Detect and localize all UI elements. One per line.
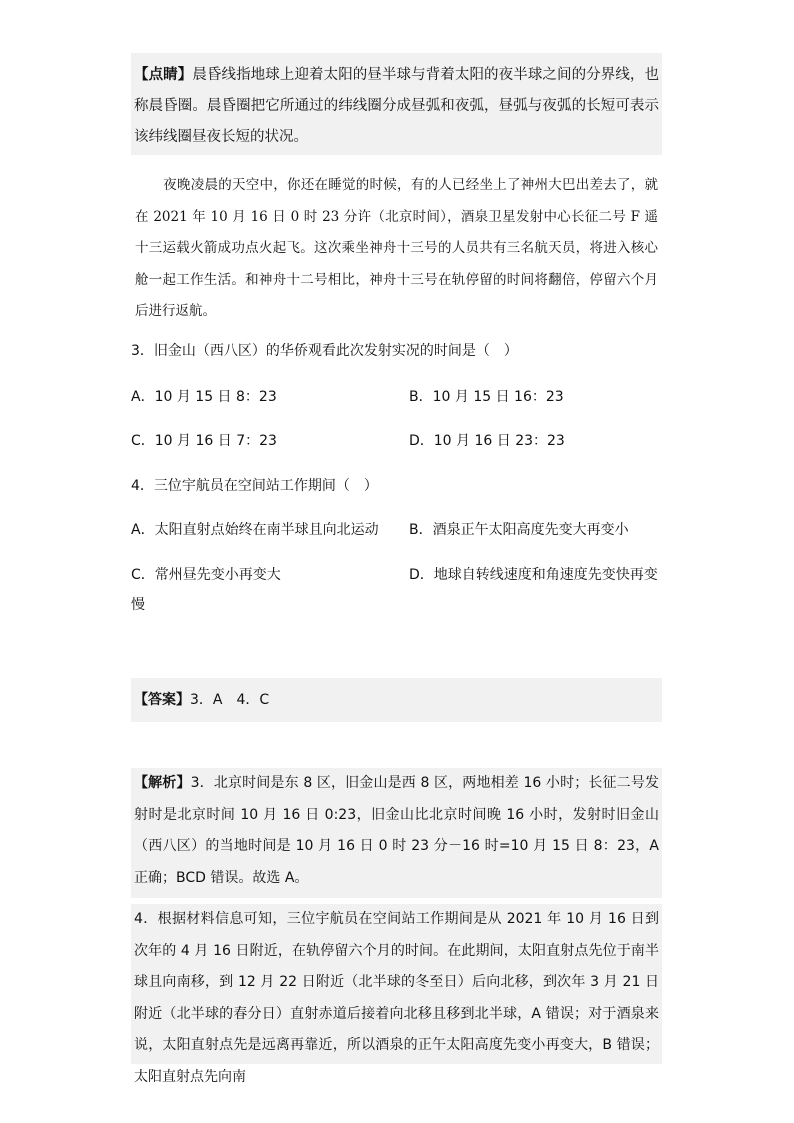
analysis-q3-text: 3．北京时间是东 8 区，旧金山是西 8 区，两地相差 16 小时；长征二号发射时是北京时间 10 月 16 日 0:23，旧金山比北京时间晚 16 小时，发射时旧金山（西八区）的当地时间是 10 月 16 日 0 时 23 分－16 时=10 月 15 日 8：23，A 正确；BCD 错误。故选 A。 (134, 775, 659, 886)
passage-text: 夜晚凌晨的天空中，你还在睡觉的时候，有的人已经坐上了神州大巴出差去了，就在 2021 年 10 月 16 日 0 时 23 分许（北京时间），酒泉卫星发射中心长征二号 F 遥十三运载火箭成功点火起飞。这次乘坐神舟十三号的人员共有三名航天员，将进入核心舱一起工作生活。和神舟十二号相比，神舟十三号在轨停留的时间将翻倍，停留六个月后进行返航。 (135, 177, 658, 319)
question-4-stem: 4．三位宇航员在空间站工作期间（ ） (131, 478, 378, 494)
analysis-label: 【解析】 (134, 775, 191, 791)
tip-text: 晨昏线指地球上迎着太阳的昼半球与背着太阳的夜半球之间的分界线，也称晨昏圈。晨昏圈把它所通过的纬线圈分成昼弧和夜弧，昼弧与夜弧的长短可表示该纬线圈昼夜长短的状况。 (134, 67, 659, 145)
analysis-q4-text: 4．根据材料信息可知，三位宇航员在空间站工作期间是从 2021 年 10 月 16 日到次年的 4 月 16 日附近，在轨停留六个月的时间。在此期间，太阳直射点先位于南半球且向南移，到 12 月 22 日附近（北半球的冬至日）后向北移，到次年 3 月 21 日附近（北半球的春分日）直射赤道后接着向北移且移到北半球，A 错误；对于酒泉来说，太阳直射点先是远离再靠近，所以酒泉的正午太阳高度先变小再变大，B 错误；太阳直射点先向南 (134, 911, 659, 1085)
answer-text: 3．A 4．C (190, 692, 270, 708)
answer-label: 【答案】 (134, 692, 190, 708)
q4-option-d-continued: 慢 (131, 597, 145, 613)
q4-option-b: B．酒泉正午太阳高度先变大再变小 (409, 522, 629, 538)
analysis-q4 (131, 904, 662, 1085)
q3-option-a: A．10 月 15 日 8：23 (131, 389, 277, 405)
q3-option-c: C．10 月 16 日 7：23 (131, 433, 277, 449)
q3-option-b: B．10 月 15 日 16：23 (409, 389, 564, 405)
q3-option-d: D．10 月 16 日 23：23 (409, 433, 565, 449)
answer-box (131, 678, 662, 722)
analysis-q3 (131, 768, 662, 898)
reading-passage (131, 170, 662, 328)
q4-option-a: A．太阳直射点始终在南半球且向北运动 (131, 522, 379, 538)
tip-label: 【点睛】 (134, 67, 193, 83)
q4-option-d: D．地球自转线速度和角速度先变快再变 (409, 567, 658, 583)
question-3-stem: 3．旧金山（西八区）的华侨观看此次发射实况的时间是（ ） (131, 343, 518, 359)
q4-option-c: C．常州昼先变小再变大 (131, 567, 281, 583)
tip-box (131, 53, 662, 155)
